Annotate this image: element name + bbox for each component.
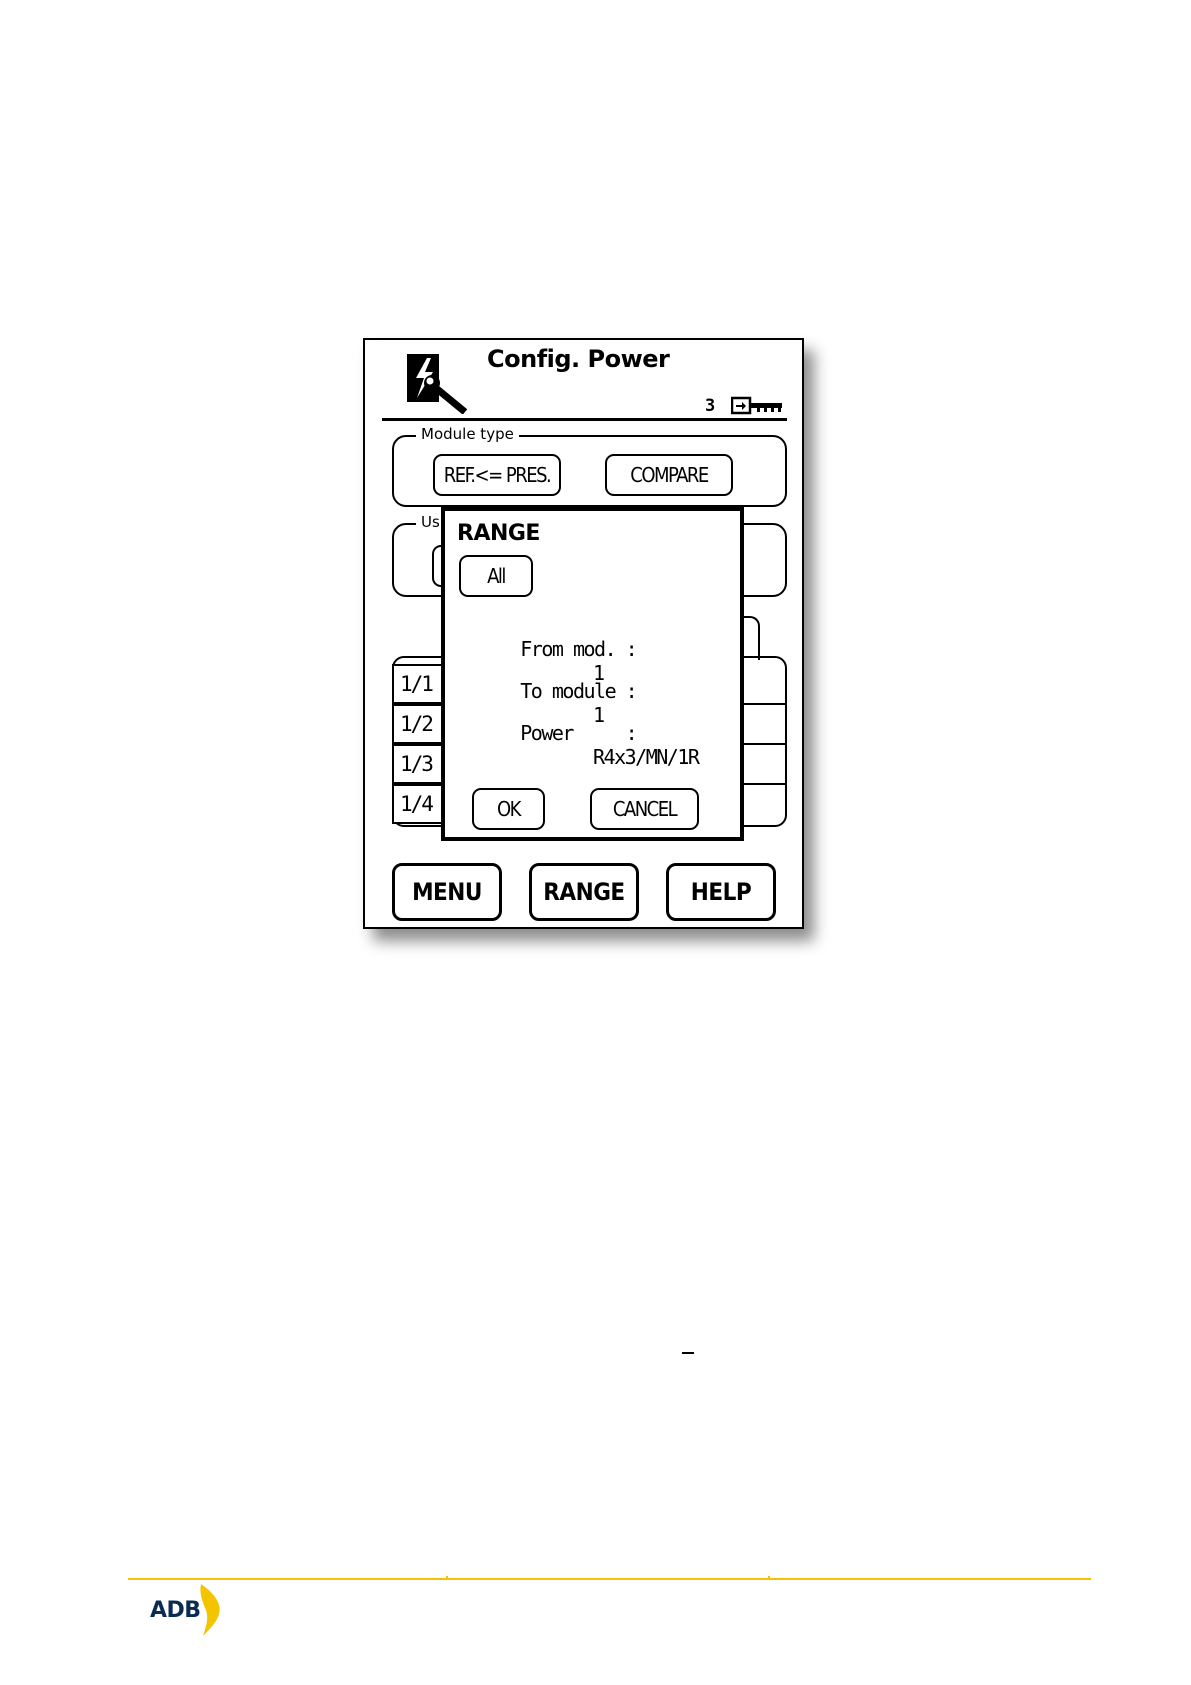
- adb-logo-text: ADB: [150, 1598, 201, 1623]
- row-labels: [392, 656, 444, 827]
- header-divider: [382, 418, 787, 421]
- module-type-legend: Module type: [416, 425, 519, 443]
- row-1-4[interactable]: 1/4: [392, 784, 444, 824]
- footer-tick: [446, 1576, 448, 1580]
- footer-tick: [768, 1576, 770, 1580]
- to-module-value[interactable]: 1: [593, 703, 604, 727]
- row-1-2[interactable]: 1/2: [392, 704, 444, 744]
- cancel-button[interactable]: CANCEL: [590, 788, 699, 830]
- access-level: 3: [705, 396, 716, 416]
- all-button[interactable]: All: [459, 555, 533, 597]
- range-dialog-title: RANGE: [457, 521, 540, 546]
- power-value[interactable]: R4x3/MN/1R: [593, 745, 699, 769]
- menu-button[interactable]: MENU: [392, 863, 502, 921]
- module-type-group: [392, 425, 787, 507]
- ok-button[interactable]: OK: [472, 788, 545, 830]
- compare-button[interactable]: COMPARE: [605, 454, 733, 496]
- row-1-1[interactable]: 1/1: [392, 664, 444, 704]
- screen-title: Config. Power: [487, 345, 670, 373]
- footer-rule: [128, 1578, 1091, 1580]
- from-module-label: From mod. :: [520, 637, 637, 661]
- range-button[interactable]: RANGE: [529, 863, 639, 921]
- row-1-3[interactable]: 1/3: [392, 744, 444, 784]
- key-icon: [731, 396, 783, 416]
- page-dash-mark: [682, 1352, 694, 1354]
- user-group-legend: Us: [416, 513, 445, 531]
- range-dialog: [441, 507, 744, 841]
- power-field: [457, 697, 699, 793]
- from-module-value[interactable]: 1: [593, 661, 604, 685]
- ref-from-pres-button[interactable]: REF.<= PRES.: [433, 454, 561, 496]
- power-label: Power :: [520, 721, 637, 745]
- to-module-label: To module :: [520, 679, 637, 703]
- power-wrench-icon: [405, 348, 471, 414]
- adb-logo-mark-icon: [197, 1584, 222, 1636]
- help-button[interactable]: HELP: [666, 863, 776, 921]
- device-screen: [363, 338, 804, 929]
